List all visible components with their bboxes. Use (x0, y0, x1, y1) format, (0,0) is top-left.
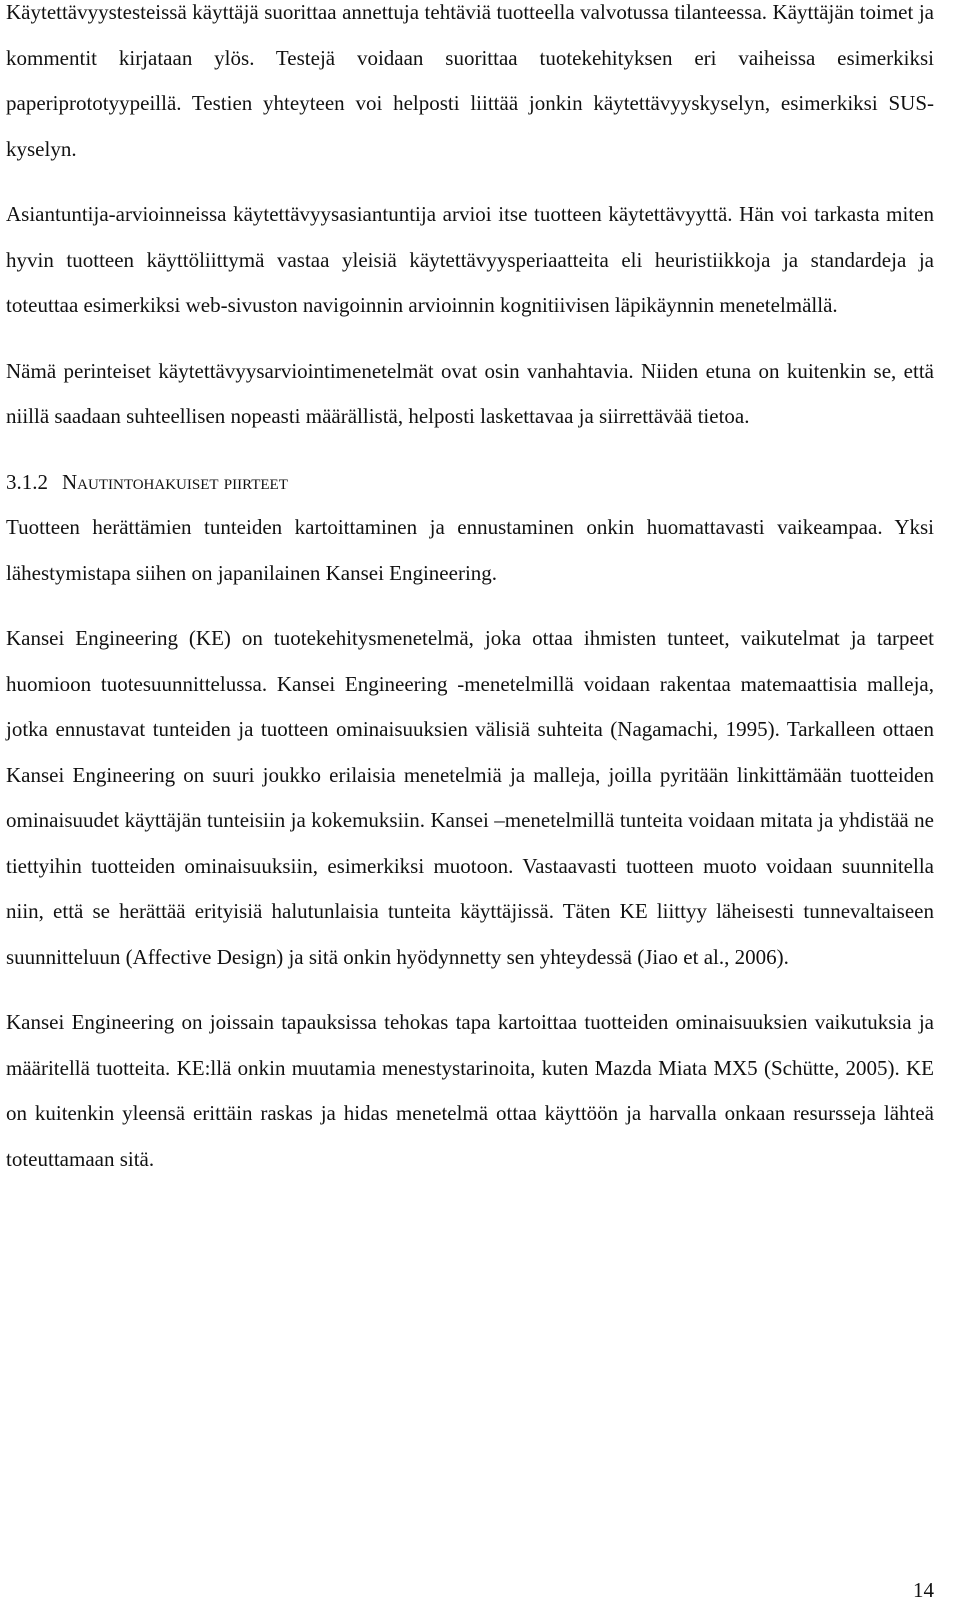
paragraph-traditional-methods: Nämä perinteiset käytettävyysarviointimenetelmät ovat osin vanhahtavia. Niiden etuna on kuitenkin se, että niillä saadaan suhteellisen nopeasti määrällistä, helposti laskettavaa ja siirrettävää tietoa. (6, 358, 934, 428)
section-number: 3.1.2 (6, 469, 48, 494)
section-title: Nautintohakuiset piirteet (62, 469, 288, 494)
paragraph-expert-evaluation: Asiantuntija-arvioinneissa käytettävyysasiantuntija arvioi itse tuotteen käytettävyyttä. Hän voi tarkasta miten hyvin tuotteen käyttöliittymä vastaa yleisiä käytettävyysperiaatteita eli heuristiikkoja ja standardeja ja toteuttaa esimerkiksi web-sivuston navigoinnin arvioinnin kognitiivisen läpikäynnin menetelmällä. (6, 202, 934, 317)
page-number: 14 (913, 1578, 934, 1602)
paragraph-kansei-success: Kansei Engineering on joissain tapauksissa tehokas tapa kartoittaa tuotteiden ominaisuuksien vaikutuksia ja määritellä tuotteita. KE:llä onkin muutamia menestystarinoita, kuten Mazda Miata MX5 (Schütte, 2005). KE on kuitenkin yleensä erittäin raskas ja hidas menetelmä ottaa käyttöön ja harvalla onkaan resursseja lähteä toteuttamaan sitä. (6, 1010, 934, 1171)
paragraph-kansei-engineering: Kansei Engineering (KE) on tuotekehitysmenetelmä, joka ottaa ihmisten tunteet, vaikutelmat ja tarpeet huomioon tuotesuunnittelussa. Kansei Engineering -menetelmillä voidaan rakentaa matemaattisia malleja, jotka ennustavat tunteiden ja tuotteen ominaisuuksien välisiä suhteita (Nagamachi, 1995). Tarkalleen ottaen Kansei Engineering on suuri joukko erilaisia menetelmiä ja malleja, joilla pyritään linkittämään tuotteiden ominaisuudet käyttäjän tunteisiin ja kokemuksiin. Kansei –menetelmillä tunteita voidaan mitata ja yhdistää ne tiettyihin tuotteiden ominaisuuksiin, esimerkiksi muotoon. Vastaavasti tuotteen muoto voidaan suunnitella niin, että se herättää erityisiä halutunlaisia tunteita käyttäjissä. Täten KE liittyy läheisesti tunnevaltaiseen suunnitteluun (Affective Design) ja sitä onkin hyödynnetty sen yhteydessä (Jiao et al., 2006). (6, 626, 934, 969)
paragraph-emotion-mapping: Tuotteen herättämien tunteiden kartoittaminen ja ennustaminen onkin huomattavasti vaikeampaa. Yksi lähestymistapa siihen on japanilainen Kansei Engineering. (6, 515, 934, 585)
document-page (6, 0, 934, 1182)
section-heading (6, 460, 934, 506)
paragraph-usability-testing: Käytettävyystesteissä käyttäjä suorittaa annettuja tehtäviä tuotteella valvotussa tilanteessa. Käyttäjän toimet ja kommentit kirjataan ylös. Testejä voidaan suorittaa tuotekehityksen eri vaiheissa esimerkiksi paperiprototyypeillä. Testien yhteyteen voi helposti liittää jonkin käytettävyyskyselyn, esimerkiksi SUS-kyselyn. (6, 0, 934, 161)
